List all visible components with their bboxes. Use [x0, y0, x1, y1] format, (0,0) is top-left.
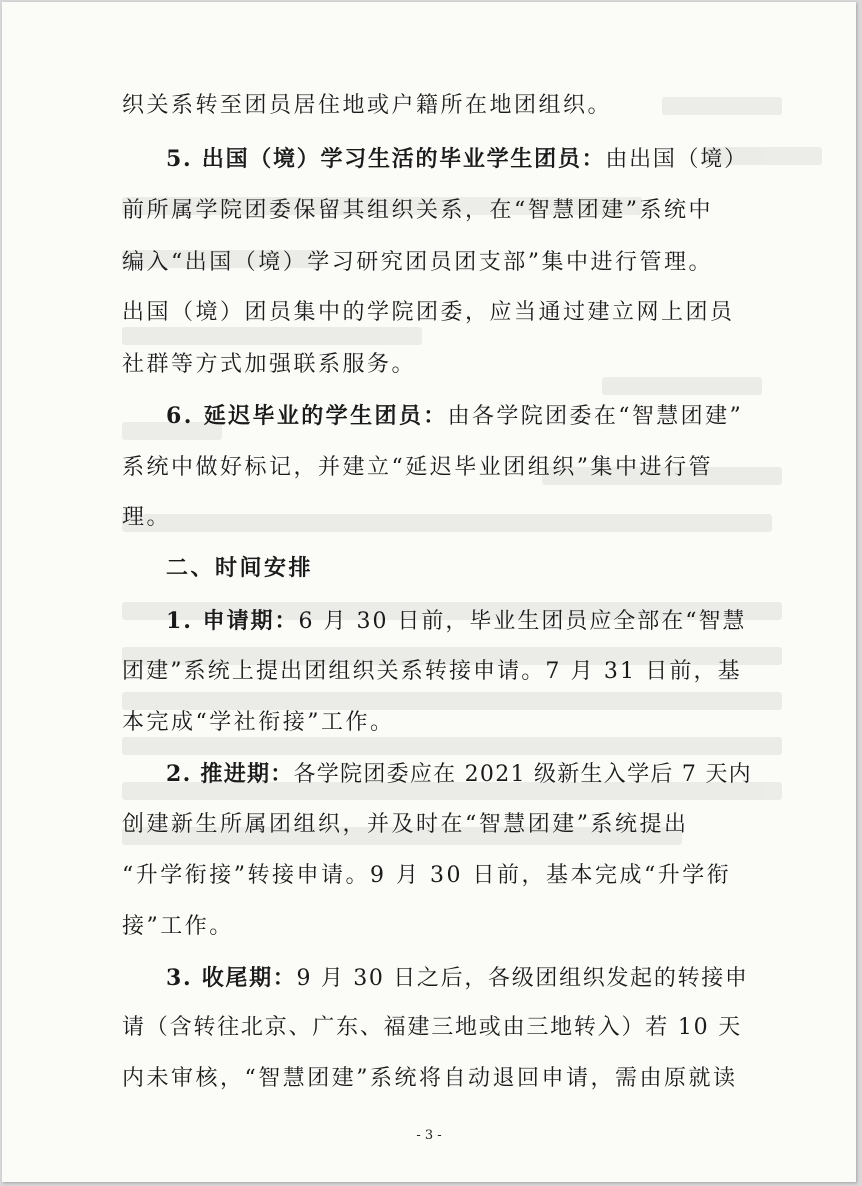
item-5-text: 由出国（境）: [605, 147, 748, 172]
paragraph-line: “升学衔接”转接申请。9 月 30 日前，基本完成“升学衔: [122, 863, 732, 888]
paragraph-line: 创建新生所属团组织，并及时在“智慧团建”系统提出: [122, 812, 689, 837]
paragraph-line: [166, 607, 746, 636]
phase-3-text: 9 月 30 日之后，各级团组织发起的转接申: [296, 966, 749, 991]
paragraph-line: 编入“出国（境）学习研究团员团支部”集中进行管理。: [122, 250, 713, 275]
paragraph-line: 请（含转往北京、广东、福建三地或由三地转入）若 10 天: [122, 1015, 742, 1040]
phase-2-text: 各学院团委应在 2021 级新生入学后 7 天内: [293, 762, 752, 787]
paragraph-line: [166, 145, 748, 174]
paragraph-line: 内未审核，“智慧团建”系统将自动退回申请，需由原就读: [122, 1066, 738, 1091]
phase-3-title: 3. 收尾期：: [166, 965, 297, 991]
paragraph-line: 理。: [122, 505, 172, 530]
paragraph-line: 社群等方式加强联系服务。: [122, 352, 417, 377]
page-number: - 3 -: [416, 1128, 442, 1143]
bleed-through-texture: [2, 2, 856, 1182]
item-6-title: 6. 延迟毕业的学生团员：: [166, 403, 448, 429]
phase-2-title: 2. 推进期：: [166, 761, 294, 787]
paragraph-line: 接”工作。: [122, 914, 234, 939]
paragraph-line: 出国（境）团员集中的学院团委，应当通过建立网上团员: [122, 300, 735, 325]
paragraph-line: 系统中做好标记，并建立“延迟毕业团组织”集中进行管: [122, 455, 713, 480]
paragraph-line: [166, 402, 743, 431]
paragraph-line: 前所属学院团委保留其组织关系，在“智慧团建”系统中: [122, 198, 713, 223]
section-heading: 二、时间安排: [166, 556, 314, 581]
paragraph-line: [166, 760, 752, 789]
paragraph-line: 织关系转至团员居住地或户籍所在地团组织。: [122, 93, 613, 118]
phase-1-text: 6 月 30 日前，毕业生团员应全部在“智慧: [298, 609, 747, 634]
paragraph-line: [166, 964, 749, 993]
item-5-title: 5. 出国（境）学习生活的毕业学生团员：: [166, 146, 606, 172]
item-6-text: 由各学院团委在“智慧团建”: [447, 404, 744, 429]
paragraph-line: 本完成“学社衔接”工作。: [122, 710, 395, 735]
paragraph-line: 团建”系统上提出团组织关系转接申请。7 月 31 日前，基: [122, 659, 742, 684]
document-page: [2, 2, 856, 1182]
phase-1-title: 1. 申请期：: [166, 608, 299, 634]
